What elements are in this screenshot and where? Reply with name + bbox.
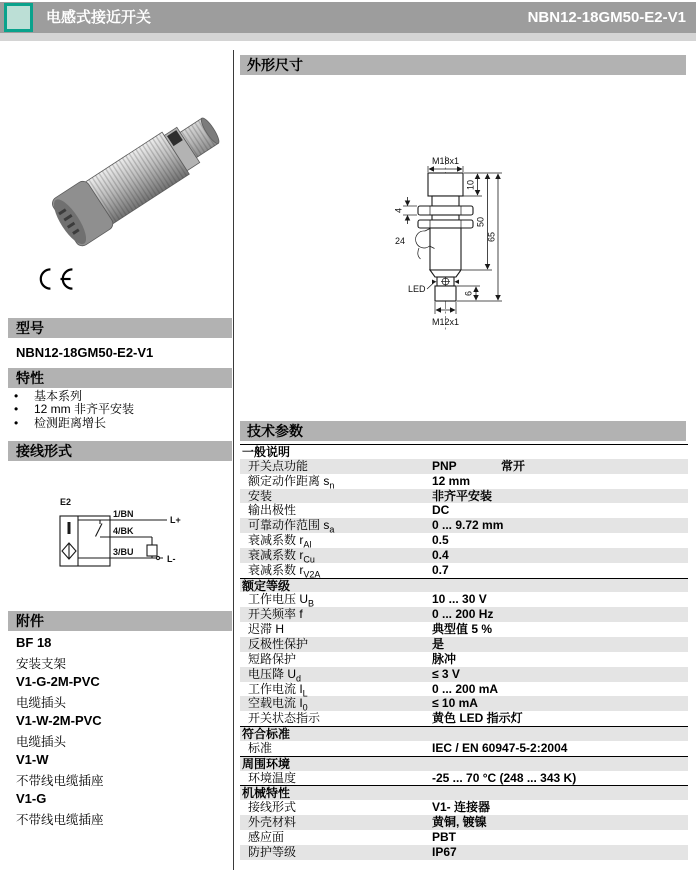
row-value: PNP <box>432 458 457 473</box>
accessory-item <box>16 675 104 710</box>
dim-label-24: 24 <box>395 236 406 246</box>
table-row <box>240 503 688 518</box>
table-row <box>240 696 688 711</box>
table-row <box>240 771 688 786</box>
brand-icon <box>4 3 33 32</box>
row-value: IP67 <box>432 844 457 859</box>
ce-mark-icon <box>33 267 77 291</box>
row-value: 脉冲 <box>432 651 457 666</box>
section-bar-accessories <box>8 611 232 631</box>
row-label: 衰减系数 $r_{V2A}$ <box>248 562 321 580</box>
section-title: 特性 <box>16 370 44 386</box>
table-section-row <box>240 578 688 593</box>
row-label: 短路保护 <box>248 651 297 666</box>
wire-label-lplus: L+ <box>170 515 181 525</box>
row-label: 周围环境 <box>242 756 291 771</box>
row-value: DC <box>432 503 450 518</box>
row-value: 10 ... 30 V <box>432 592 487 607</box>
table-row <box>240 474 688 489</box>
header-strip <box>0 33 696 41</box>
table-row <box>240 518 688 533</box>
accessory-desc: 不带线电缆插座 <box>16 774 104 788</box>
wire-label-1bn: 1/BN <box>113 509 134 519</box>
row-label: 外壳材料 <box>248 815 297 830</box>
row-label: 工作电流 $I_L$ <box>248 681 308 698</box>
row-label: 电压降 $U_d$ <box>248 666 302 684</box>
table-row <box>240 711 688 726</box>
row-label: 感应面 <box>248 829 285 844</box>
row-label: 开关频率 f <box>248 607 303 622</box>
row-value: -25 ... 70 °C (248 ... 343 K) <box>432 770 577 785</box>
row-label: 标准 <box>248 740 273 755</box>
row-label: 衰减系数 $r_{Cu}$ <box>248 547 315 565</box>
row-value: 非齐平安装 <box>432 488 493 503</box>
row-label: 反极性保护 <box>248 636 309 651</box>
row-label: 安装 <box>248 488 273 503</box>
accessory-code: V1-G-2M-PVC <box>16 674 100 689</box>
wire-label-3bu: 3/BU <box>113 547 134 557</box>
accessory-item <box>16 792 104 827</box>
accessory-code: V1-W-2M-PVC <box>16 713 102 728</box>
row-value: PBT <box>432 829 456 844</box>
table-row <box>240 741 688 756</box>
product-photo <box>35 60 230 265</box>
model-number: NBN12-18GM50-E2-V1 <box>16 345 154 360</box>
accessory-item <box>16 714 104 749</box>
row-label: 空载电流 $I_0$ <box>248 696 308 713</box>
table-row <box>240 815 688 830</box>
accessory-code: BF 18 <box>16 635 52 650</box>
feature-item: • 12 mm 非齐平安装 <box>14 402 135 417</box>
row-value-2: 常开 <box>501 458 526 473</box>
table-row <box>240 563 688 578</box>
section-title: 型号 <box>16 320 44 336</box>
wire-label-4bk: 4/BK <box>113 526 134 536</box>
wiring-type-label: E2 <box>60 497 72 507</box>
accessory-desc: 不带线电缆插座 <box>16 813 104 827</box>
row-label: 符合标准 <box>242 727 291 742</box>
section-bar-model <box>8 318 232 338</box>
section-bar-features <box>8 368 232 388</box>
accessory-desc: 电缆插头 <box>16 735 67 749</box>
header-model-number: NBN12-18GM50-E2-V1 <box>527 9 686 26</box>
table-row <box>240 592 688 607</box>
table-section-row <box>240 726 688 741</box>
table-row <box>240 830 688 845</box>
table-row <box>240 489 688 504</box>
row-label: 开关点功能 <box>248 458 309 473</box>
table-section-row <box>240 444 688 459</box>
row-label: 环境温度 <box>248 770 297 785</box>
dimension-drawing <box>340 138 660 340</box>
table-row <box>240 607 688 622</box>
accessory-item <box>16 636 104 671</box>
row-label: 额定动作距离 $s_n$ <box>248 473 335 491</box>
row-value: 0 ... 200 mA <box>432 681 499 696</box>
row-label: 工作电压 $U_B$ <box>248 592 315 609</box>
row-value: ≤ 3 V <box>432 666 460 681</box>
table-row <box>240 667 688 682</box>
dim-label-m12: M12x1 <box>431 317 460 327</box>
accessory-desc: 电缆插头 <box>16 696 67 710</box>
accessory-code: V1-W <box>16 752 49 767</box>
dim-label-m18: M18x1 <box>431 156 460 166</box>
section-title: 技术参数 <box>247 423 303 439</box>
accessory-list <box>16 636 104 831</box>
row-label: 防护等级 <box>248 844 297 859</box>
section-bar-dimensions <box>240 55 686 75</box>
row-value: 是 <box>432 636 445 651</box>
section-bar-connection <box>8 441 232 461</box>
tech-data-table <box>240 444 688 860</box>
row-label: 接线形式 <box>248 800 297 815</box>
table-row <box>240 845 688 860</box>
row-label: 一般说明 <box>242 445 291 459</box>
row-value: IEC / EN 60947-5-2:2004 <box>432 740 568 755</box>
table-row <box>240 459 688 474</box>
dim-label-6: 6 <box>463 290 474 297</box>
section-title: 附件 <box>16 613 44 629</box>
accessory-code: V1-G <box>16 791 47 806</box>
table-row <box>240 800 688 815</box>
dim-label-65: 65 <box>486 231 497 243</box>
row-label: 可靠动作范围 $s_a$ <box>248 518 335 535</box>
section-title: 接线形式 <box>16 443 72 459</box>
row-value: V1- 连接器 <box>432 800 491 815</box>
row-label: 输出极性 <box>248 503 297 518</box>
dim-label-50: 50 <box>475 216 486 228</box>
section-title: 外形尺寸 <box>247 57 303 73</box>
led-label: LED <box>408 284 426 294</box>
row-label: 迟滞 H <box>248 622 285 637</box>
table-section-row <box>240 756 688 771</box>
accessory-item <box>16 753 104 788</box>
feature-item: • 基本系列 <box>14 389 83 403</box>
row-value: 典型值 5 % <box>432 622 493 637</box>
row-label: 额定等级 <box>242 578 291 593</box>
row-label: 机械特性 <box>242 786 291 801</box>
row-value: ≤ 10 mA <box>432 696 478 711</box>
wire-label-lminus: L- <box>167 554 176 564</box>
row-value: 0.4 <box>432 547 449 562</box>
row-value: 0.5 <box>432 533 449 548</box>
row-value: 黄色 LED 指示灯 <box>432 711 523 726</box>
row-value: 12 mm <box>432 473 471 488</box>
page-title: 电感式接近开关 <box>46 9 152 26</box>
table-section-row <box>240 785 688 800</box>
accessory-desc: 安装支架 <box>16 657 67 671</box>
feature-list <box>14 390 134 430</box>
row-value: 0 ... 200 Hz <box>432 607 494 622</box>
header-bar <box>0 2 696 33</box>
table-row <box>240 533 688 548</box>
wiring-diagram <box>55 492 190 574</box>
table-row <box>240 682 688 697</box>
table-row <box>240 637 688 652</box>
row-value: 0 ... 9.72 mm <box>432 518 504 533</box>
row-label: 衰减系数 $r_{Al}$ <box>248 533 312 550</box>
row-value: 0.7 <box>432 562 449 577</box>
column-divider <box>233 50 234 870</box>
section-bar-tech <box>240 421 686 441</box>
dim-label-10: 10 <box>465 179 476 191</box>
table-row <box>240 652 688 667</box>
table-row <box>240 622 688 637</box>
feature-item: • 检测距离增长 <box>14 415 107 430</box>
dim-label-4: 4 <box>393 207 404 214</box>
row-label: 开关状态指示 <box>248 711 321 726</box>
table-row <box>240 548 688 563</box>
row-value: 黄铜, 镀镍 <box>432 815 487 830</box>
